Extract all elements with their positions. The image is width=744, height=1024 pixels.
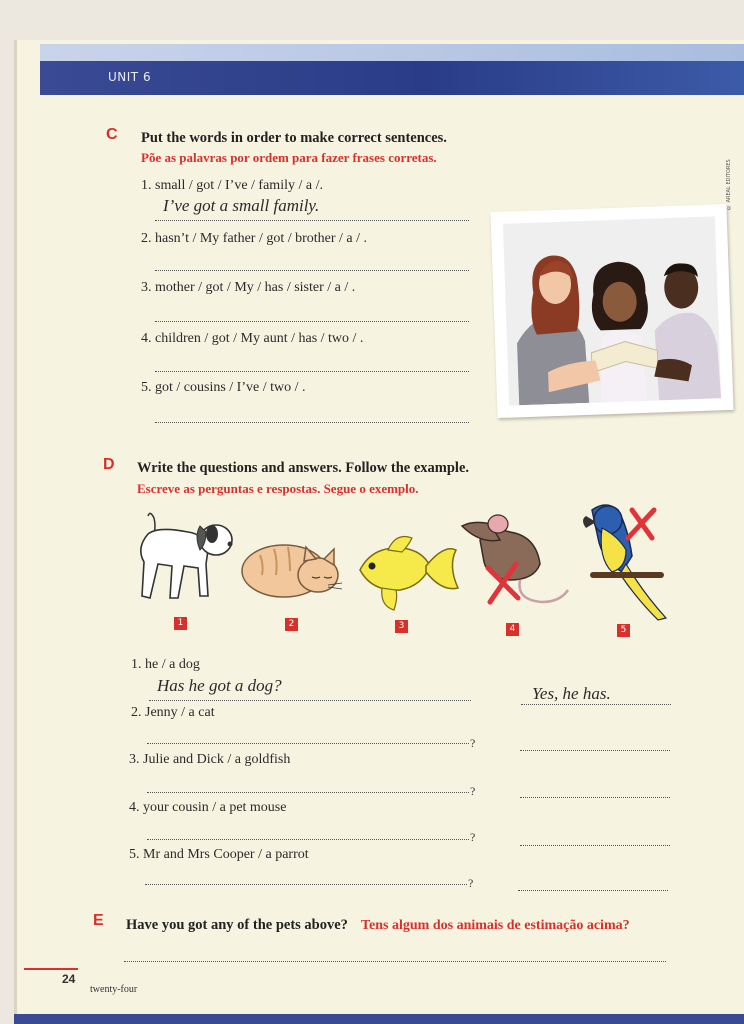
c-item-1-prompt: 1. small / got / I’ve / family / a /.	[141, 178, 323, 193]
c-item-4-line[interactable]	[155, 370, 469, 372]
pet-number-1: 1	[174, 617, 187, 630]
mouse-illustration	[460, 506, 572, 610]
dog-illustration	[128, 504, 234, 606]
parrot-illustration	[578, 498, 676, 624]
d-item-1-answer[interactable]: Yes, he has.	[532, 684, 611, 703]
d-item-4-answer-line[interactable]	[520, 844, 670, 846]
d-item-2-question-line[interactable]	[147, 742, 469, 744]
c-item-1-answer[interactable]: I’ve got a small family.	[163, 196, 320, 215]
e-answer-line[interactable]	[124, 960, 666, 962]
d-item-2-prompt: 2. Jenny / a cat	[131, 705, 215, 720]
cat-illustration	[240, 535, 344, 601]
page-number-words: twenty-four	[90, 984, 138, 995]
d-item-3-answer-line[interactable]	[520, 796, 670, 798]
d-item-5-qmark: ?	[468, 876, 474, 890]
d-item-1-prompt: 1. he / a dog	[131, 657, 200, 672]
pet-number-4: 4	[506, 623, 519, 636]
goldfish-illustration	[352, 530, 460, 612]
d-item-3-prompt: 3. Julie and Dick / a goldfish	[129, 752, 291, 767]
d-item-5-prompt: 5. Mr and Mrs Cooper / a parrot	[129, 847, 309, 862]
d-item-1-question[interactable]: Has he got a dog?	[157, 676, 282, 695]
bottom-edge	[14, 1014, 744, 1024]
c-item-5-line[interactable]	[155, 421, 469, 423]
section-c-instruction: Put the words in order to make correct sentences.	[141, 130, 447, 146]
d-item-4-question-line[interactable]	[147, 838, 469, 840]
d-item-5-question-line[interactable]	[145, 883, 467, 885]
c-item-2-prompt: 2. hasn’t / My father / got / brother / a / .	[141, 231, 368, 246]
pet-number-3: 3	[395, 620, 408, 633]
section-d-letter: D	[103, 456, 115, 473]
pet-number-5: 5	[617, 624, 630, 637]
section-c-instruction-pt: Põe as palavras por ordem para fazer frases corretas.	[141, 150, 437, 165]
c-item-3-line[interactable]	[155, 320, 469, 322]
d-item-1-question-line[interactable]	[149, 699, 471, 701]
family-photo	[490, 204, 733, 418]
section-d-instruction-pt: Escreve as perguntas e respostas. Segue o exemplo.	[137, 481, 419, 496]
c-item-1-line[interactable]	[155, 219, 469, 221]
d-item-2-qmark: ?	[470, 736, 476, 750]
page-number: 24	[62, 972, 76, 986]
c-item-3-prompt: 3. mother / got / My / has / sister / a / .	[141, 280, 356, 295]
pet-number-2: 2	[285, 618, 298, 631]
section-e-letter: E	[93, 912, 104, 929]
section-d-instruction: Write the questions and answers. Follow the example.	[137, 460, 470, 476]
copyright-note: © AREAL EDITORES	[726, 159, 732, 210]
d-item-1-answer-line[interactable]	[521, 703, 671, 705]
d-item-2-answer-line[interactable]	[520, 749, 670, 751]
d-item-3-question-line[interactable]	[147, 791, 469, 793]
d-item-3-qmark: ?	[470, 784, 476, 798]
section-e-question: Have you got any of the pets above?	[126, 917, 348, 933]
section-e-question-pt: Tens algum dos animais de estimação acima?	[361, 918, 630, 933]
page-number-rule	[24, 968, 78, 970]
c-item-5-prompt: 5. got / cousins / I’ve / two / .	[141, 380, 306, 395]
d-item-5-answer-line[interactable]	[518, 889, 668, 891]
d-item-4-qmark: ?	[470, 830, 476, 844]
d-item-4-prompt: 4. your cousin / a pet mouse	[129, 800, 287, 815]
c-item-4-prompt: 4. children / got / My aunt / has / two / .	[141, 331, 364, 346]
unit-label: UNIT 6	[108, 70, 152, 84]
c-item-2-line[interactable]	[155, 269, 469, 271]
section-c-letter: C	[106, 126, 118, 143]
